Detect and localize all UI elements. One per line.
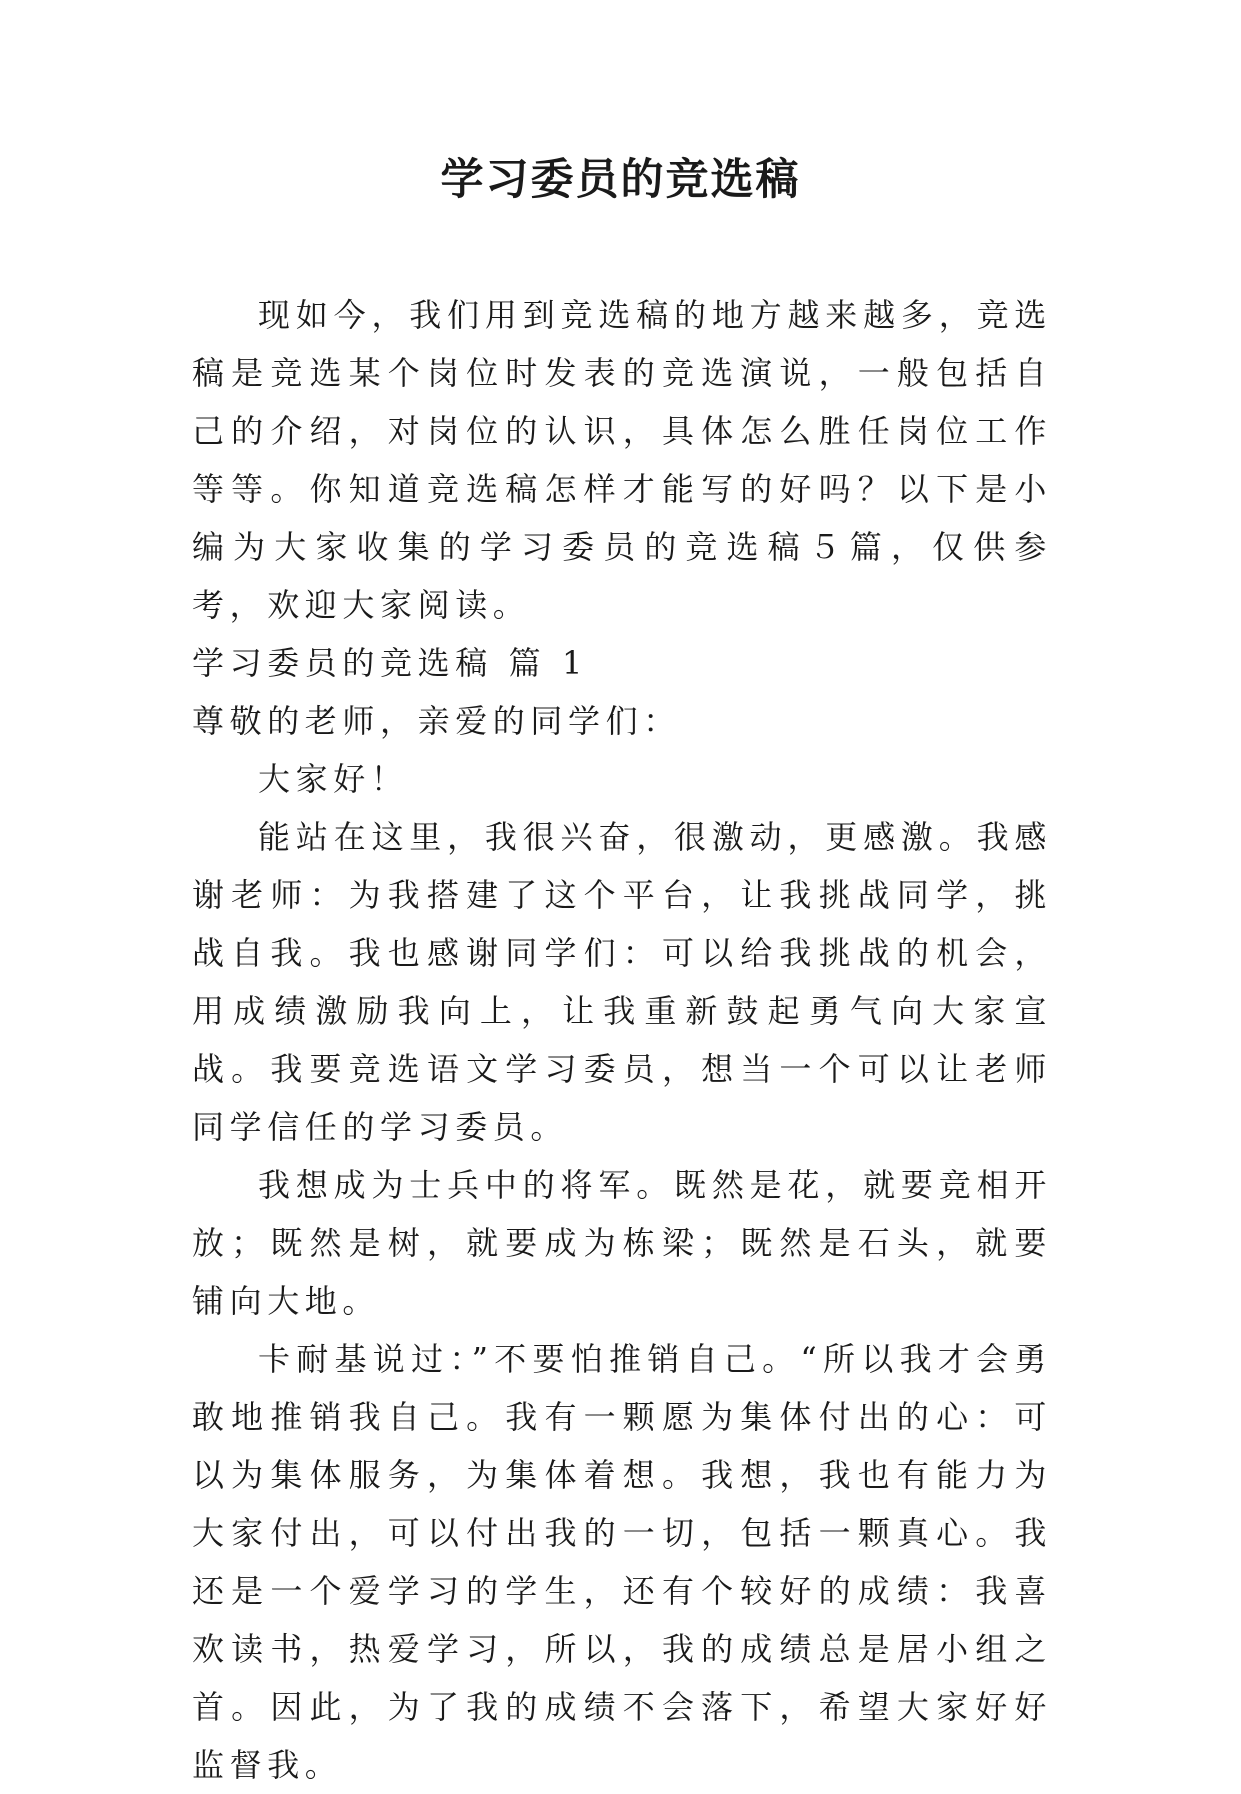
salutation: 尊敬的老师，亲爱的同学们： <box>192 702 681 740</box>
body-paragraph: 能站在这里，我很兴奋，很激动，更感激。我感谢老师：为我搭建了这个平台，让我挑战同学，挑战自我。我也感谢同学们：可以给我挑战的机会，用成绩激励我向上，让我重新鼓起勇气向大家宣战。我要竞选语文学习委员，想当一个可以让老师同学信任的学习委员。 <box>192 818 1052 1146</box>
greeting: 大家好！ <box>258 760 409 798</box>
body-paragraph: 我想成为士兵中的将军。既然是花，就要竞相开放；既然是树，就要成为栋梁；既然是石头，就要铺向大地。 <box>192 1166 1052 1320</box>
body-paragraph: 卡耐基说过：”不要怕推销自己。“所以我才会勇敢地推销我自己。我有一颗愿为集体付出的心：可以为集体服务，为集体着想。我想，我也有能力为大家付出，可以付出我的一切，包括一颗真心。我还是一个爱学习的学生，还有个较好的成绩：我喜欢读书，热爱学习，所以，我的成绩总是居小组之首。因此，为了我的成绩不会落下，希望大家好好监督我。 <box>192 1340 1052 1784</box>
document-title: 学习委员的竞选稿 <box>440 155 801 205</box>
section-heading: 学习委员的竞选稿 篇 1 <box>192 644 588 682</box>
document-body <box>192 286 1052 1794</box>
intro-paragraph: 现如今，我们用到竞选稿的地方越来越多，竞选稿是竞选某个岗位时发表的竞选演说，一般包括自己的介绍，对岗位的认识，具体怎么胜任岗位工作等等。你知道竞选稿怎样才能写的好吗？以下是小编为大家收集的学习委员的竞选稿５篇，仅供参考，欢迎大家阅读。 <box>192 296 1052 624</box>
